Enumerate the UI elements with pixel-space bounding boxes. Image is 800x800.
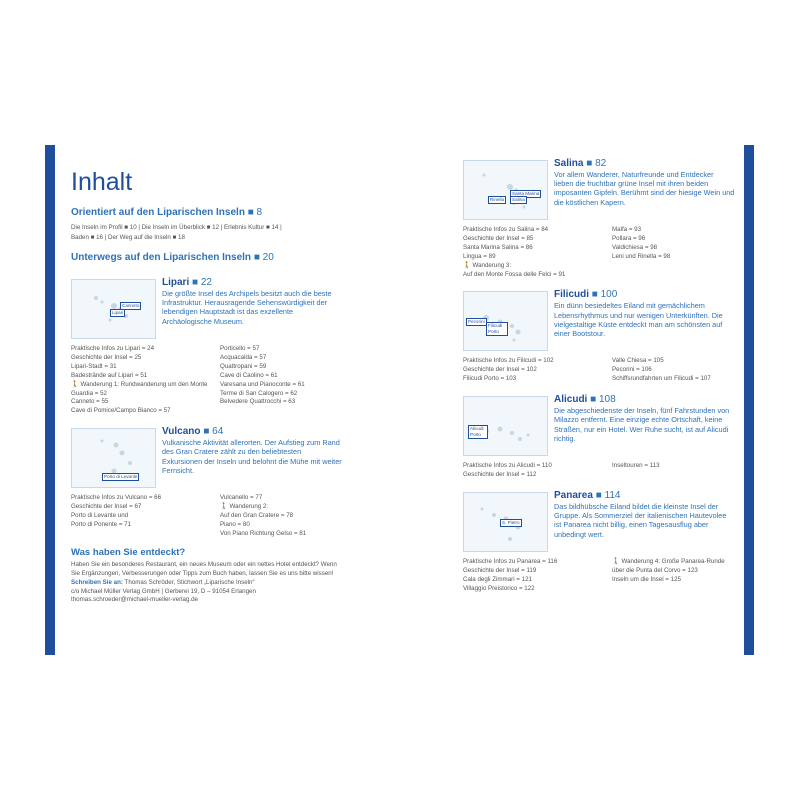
subentry-hike bbox=[463, 262, 608, 271]
feedback-email[interactable]: thomas.schroeder@michael-mueller-verlag.de bbox=[71, 596, 198, 604]
subentries-right bbox=[612, 357, 735, 384]
entry-title-panarea[interactable] bbox=[554, 490, 735, 501]
section-heading-underway[interactable] bbox=[71, 252, 343, 263]
subentry-hike bbox=[220, 503, 343, 512]
subentry: Quattropani = 59 bbox=[220, 362, 267, 370]
subentry: Terme di San Calogero = 62 bbox=[220, 389, 298, 397]
subentry: Badestrände auf Lipari = 51 bbox=[71, 371, 148, 379]
subentries-left bbox=[463, 357, 608, 384]
subentry: Schiffsrundfahrten um Filicudi = 107 bbox=[612, 375, 711, 383]
subentry: Varesana und Pianoconte = 61 bbox=[220, 380, 305, 388]
subentry: Belvedere Quattrocchi = 63 bbox=[220, 398, 296, 406]
subentry-hike-label: Wanderung 3: bbox=[472, 261, 512, 269]
subentry: Geschichte der Insel = 119 bbox=[463, 566, 537, 574]
right-column bbox=[463, 160, 735, 602]
subentry: Canneto = 55 bbox=[71, 398, 109, 406]
salina-map bbox=[463, 160, 548, 220]
subentry: Von Piano Richtung Gelso = 81 bbox=[220, 529, 307, 537]
entry-alicudi bbox=[463, 396, 735, 480]
subentries-right bbox=[612, 462, 735, 480]
entry-name: Filicudi bbox=[554, 289, 589, 301]
entry-title-vulcano[interactable] bbox=[162, 426, 343, 437]
subentry: Villaggio Preistorico = 122 bbox=[463, 584, 535, 592]
entry-description: Vor allem Wanderer, Naturfreunde und Entdecker lieben die fruchtbar grüne Insel mit ihren beiden imposanten Gipfeln. Berühmt sind der hiesige Wein und die köstlichen Kapern. bbox=[554, 170, 735, 207]
subentry: Geschichte der Insel = 25 bbox=[71, 353, 142, 361]
subentry-hike-label: Wanderung 1: Rundwanderung um den Monte Guardia = 52 bbox=[71, 380, 208, 397]
section-heading-underway-page: ■ 20 bbox=[253, 252, 274, 263]
entry-page: ■ 64 bbox=[203, 426, 224, 438]
subentry: Leni und Rinella = 98 bbox=[612, 252, 671, 260]
entry-description: Ein dünn besiedeltes Eiland mit gemächlichem Lebensrhythmus und nur wenigen Unterkünften. Die vielgestaltige Küste entdeckt man am schönsten auf einer Bootstour. bbox=[554, 301, 723, 339]
entry-title-alicudi[interactable] bbox=[554, 394, 735, 405]
subentry: Inseltouren = 113 bbox=[612, 462, 660, 470]
subentry: Geschichte der Insel = 67 bbox=[71, 503, 142, 511]
map-label-alicudi-porto: Alicudi Porto bbox=[468, 425, 488, 439]
feedback-heading: Was haben Sie entdeckt? bbox=[71, 546, 186, 558]
subentry: Malfa = 93 bbox=[612, 226, 642, 233]
map-label-pecorini: Pecorini bbox=[468, 319, 485, 325]
subentry: Pollara = 96 bbox=[612, 234, 646, 242]
hiker-icon: 🚶 bbox=[463, 261, 471, 269]
subentries-left bbox=[463, 558, 608, 594]
entry-page: ■ 100 bbox=[591, 289, 618, 301]
oriented-items-line-1: Die Inseln im Profil ■ 10 | Die Inseln im Überblick ■ 12 | Erlebnis Kultur ■ 14 | bbox=[71, 224, 282, 231]
section-heading-oriented-label: Orientiert auf den Liparischen Inseln bbox=[71, 207, 245, 218]
entry-page: ■ 82 bbox=[586, 158, 607, 169]
subentry: Praktische Infos zu Salina = 84 bbox=[463, 226, 549, 233]
map-label-santa-marina: Santa Marina bbox=[512, 191, 540, 196]
entry-title-lipari[interactable] bbox=[162, 277, 343, 288]
entry-page: ■ 108 bbox=[590, 394, 616, 406]
entry-title-filicudi[interactable] bbox=[554, 289, 735, 300]
subentry: Santa Marina Salina = 86 bbox=[463, 243, 533, 251]
subentry: Auf den Gran Cratere = 78 bbox=[220, 512, 294, 520]
entry-panarea bbox=[463, 489, 735, 594]
entry-description: Die abgeschiedenste der Inseln, fünf Fahrstunden von Milazzo entfernt. Eine einzige echte Ortschaft, keine Straßen, nur ein Hotel. Wer Ruhe sucht, ist auf Alicudi richtig. bbox=[554, 406, 730, 443]
entry-filicudi bbox=[463, 291, 735, 384]
hiker-icon: 🚶 bbox=[71, 380, 79, 388]
subentry: Porticello = 57 bbox=[220, 345, 260, 352]
subentry-hike bbox=[71, 381, 216, 399]
lipari-map bbox=[71, 279, 156, 339]
entry-description: Vulkanische Aktivität allerorten. Der Aufstieg zum Rand des Gran Cratere zählt zu den beliebtesten Exkursionen der Inseln und belohnt die Mühe mit weiter Fernsicht. bbox=[162, 438, 342, 475]
section-heading-oriented-page: ■ 8 bbox=[247, 207, 263, 218]
subentry: Lipari-Stadt = 31 bbox=[71, 362, 117, 370]
subentry: Porto di Levante und bbox=[71, 512, 129, 520]
subentry-hike-label: Wanderung 4: Große Panarea-Runde über die Punta del Corvo = 123 bbox=[612, 557, 725, 574]
entry-name: Panarea bbox=[554, 489, 593, 501]
entry-description: Das bildhübsche Eiland bildet die kleinste Insel der Gruppe. Als Sommerziel der italienischen Hautevolee ist Panarea nicht billig, einen Tagesausflug aber unbedingt wert. bbox=[554, 501, 727, 539]
subentry: Inseln um die Insel = 125 bbox=[612, 575, 681, 583]
subentry: Pecorini = 106 bbox=[612, 366, 652, 374]
hiker-icon: 🚶 bbox=[220, 503, 228, 511]
subentry: Praktische Infos zu Vulcano = 66 bbox=[71, 494, 162, 502]
subentry: Praktische Infos zu Lipari = 24 bbox=[71, 345, 155, 352]
vulcano-map bbox=[71, 428, 156, 488]
feedback-block bbox=[71, 561, 343, 606]
subentry: Cave di Caolino = 61 bbox=[220, 371, 278, 379]
subentries-right bbox=[220, 494, 343, 539]
subentry: Acquacalda = 57 bbox=[220, 353, 267, 361]
subentry: Vulcanello = 77 bbox=[220, 494, 263, 502]
subentry: Cave di Pomice/Campo Bianco = 57 bbox=[71, 407, 171, 415]
entry-lipari bbox=[71, 279, 343, 416]
subentry: Praktische Infos zu Alicudi = 110 bbox=[463, 462, 552, 470]
entry-page: ■ 22 bbox=[192, 277, 212, 288]
subentry: Valle Chiesa = 105 bbox=[612, 357, 664, 365]
subentry-hike bbox=[612, 558, 735, 576]
left-column bbox=[71, 168, 343, 605]
map-label-salina: Salina bbox=[512, 197, 525, 202]
subentries-right bbox=[612, 558, 735, 594]
subentry: Geschichte der Insel = 85 bbox=[463, 234, 534, 242]
subentry: Filicudi Porto = 103 bbox=[463, 375, 517, 383]
subentry: Auf den Monte Fossa delle Felci = 91 bbox=[463, 270, 566, 278]
subentries-right bbox=[220, 345, 343, 416]
alicudi-map bbox=[463, 396, 548, 456]
page-title: Inhalt bbox=[71, 168, 133, 196]
subentries-right bbox=[612, 226, 735, 279]
map-label-rinella: Rinella bbox=[490, 197, 505, 202]
entry-name: Salina bbox=[554, 158, 584, 169]
entry-name: Alicudi bbox=[554, 394, 588, 406]
subentries-left bbox=[71, 494, 216, 539]
entry-title-salina[interactable] bbox=[554, 158, 735, 169]
section-heading-underway-label: Unterwegs auf den Liparischen Inseln bbox=[71, 252, 252, 263]
oriented-items-line-2: Baden ■ 16 | Der Weg auf die Inseln ■ 18 bbox=[71, 233, 185, 241]
hiker-icon: 🚶 bbox=[612, 557, 620, 565]
map-label-lipari: Lipari bbox=[112, 310, 124, 315]
map-label-s-pietro: S. Pietro bbox=[502, 519, 520, 525]
feedback-write-label: Schreiben Sie an: bbox=[71, 578, 123, 586]
feedback-address: c/o Michael Müller Verlag GmbH | Gerberei 19, D – 91054 Erlangen bbox=[71, 587, 256, 595]
oriented-items bbox=[71, 223, 343, 242]
subentry: Porto di Ponente = 71 bbox=[71, 520, 132, 528]
entry-name: Lipari bbox=[162, 277, 190, 288]
panarea-map bbox=[463, 492, 548, 552]
subentries-left bbox=[463, 462, 608, 480]
subentry: Praktische Infos zu Filicudi = 102 bbox=[463, 357, 554, 365]
map-label-filicudi-porto: Filicudi Porto bbox=[486, 322, 508, 336]
subentry: Praktische Infos zu Panarea = 116 bbox=[463, 557, 558, 565]
filicudi-map bbox=[463, 291, 548, 351]
subentry-hike-label: Wanderung 2: bbox=[229, 503, 269, 511]
subentry: Lingua = 89 bbox=[463, 252, 496, 260]
subentry: Geschichte der Insel = 112 bbox=[463, 471, 537, 479]
left-edge-bar bbox=[45, 145, 55, 655]
feedback-write-text: Thomas Schröder, Stichwort „Liparische Inseln“ bbox=[124, 578, 255, 586]
entry-name: Vulcano bbox=[162, 426, 201, 438]
subentry: Geschichte der Insel = 102 bbox=[463, 366, 537, 374]
right-edge-bar bbox=[744, 145, 754, 655]
entry-page: ■ 114 bbox=[595, 489, 621, 501]
subentries-left bbox=[463, 226, 608, 279]
subentry: Cala degli Zimmari = 121 bbox=[463, 575, 532, 583]
entry-vulcano bbox=[71, 428, 343, 539]
subentry: Valdichiesa = 98 bbox=[612, 243, 658, 251]
map-label-porto-di-levante: Porto di Levante bbox=[104, 474, 138, 480]
entry-salina bbox=[463, 160, 735, 279]
subentries-left bbox=[71, 345, 216, 416]
map-label-canneto: Canneto bbox=[122, 303, 140, 308]
entry-description: Die größte Insel des Archipels besitzt auch die beste Infrastruktur. Herausragende Sehenswürdigkeit der lebendigen Hauptstadt ist das exzellente Archäologische Museum. bbox=[162, 289, 332, 326]
feedback-text: Haben Sie ein besonderes Restaurant, ein neues Museum oder ein nettes Hotel entdeckt? Wenn Sie Ergänzungen, Verbesserungen oder Tipps zum Buch haben, lassen Sie es uns bitte wissen! bbox=[71, 560, 337, 577]
section-heading-oriented[interactable] bbox=[71, 207, 343, 218]
subentry: Piano = 80 bbox=[220, 520, 250, 528]
